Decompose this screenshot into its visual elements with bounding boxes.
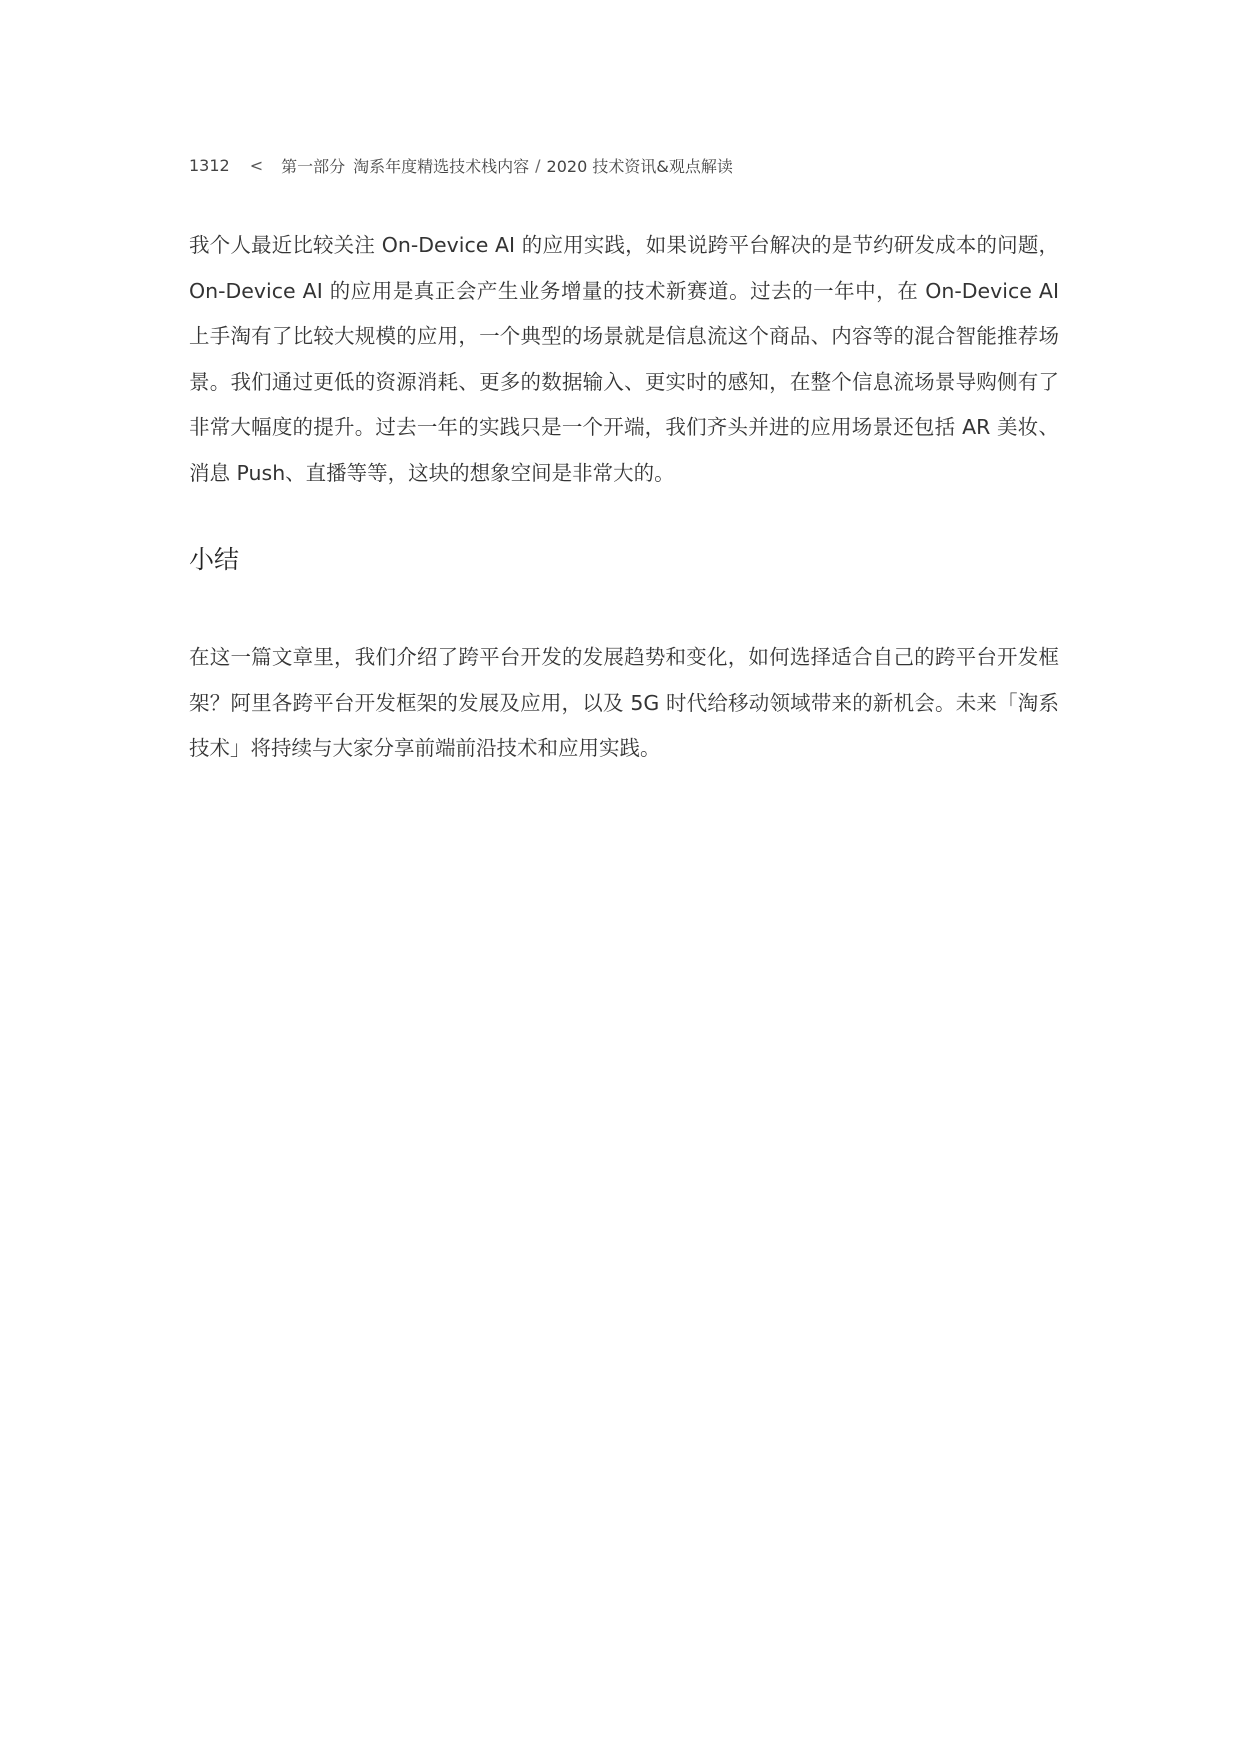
section-heading-summary: 小结	[189, 545, 240, 574]
part-title: 第一部分	[281, 156, 346, 176]
page-number: 1312	[189, 155, 230, 175]
body-paragraph: 我个人最近比较关注 On-Device AI 的应用实践，如果说跨平台解决的是节约研发成本的问题，On-Device AI 的应用是真正会产生业务增量的技术新赛道。过去的一年中，在 On-Device AI 上手淘有了比较大规模的应用，一个典型的场景就是信息流这个商品、内容等的混合智能推荐场景。我们通过更低的资源消耗、更多的数据输入、更实时的感知，在整个信息流场景导购侧有了非常大幅度的提升。过去一年的实践只是一个开端，我们齐头并进的应用场景还包括 AR 美妆、消息 Push、直播等等，这块的想象空间是非常大的。	[189, 233, 1059, 485]
chevron-left-icon: <	[249, 155, 264, 175]
body-section-intro	[189, 223, 1059, 496]
body-section-summary	[189, 635, 1059, 772]
running-header	[189, 152, 733, 178]
summary-paragraph: 在这一篇文章里，我们介绍了跨平台开发的发展趋势和变化，如何选择适合自己的跨平台开发框架？阿里各跨平台开发框架的发展及应用，以及 5G 时代给移动领域带来的新机会。未来「淘系技术」将持续与大家分享前端前沿技术和应用实践。	[189, 645, 1059, 760]
chapter-title: 2020 技术资讯&观点解读	[546, 156, 733, 176]
section-title: 淘系年度精选技术栈内容	[353, 156, 530, 176]
header-separator: /	[535, 155, 541, 175]
